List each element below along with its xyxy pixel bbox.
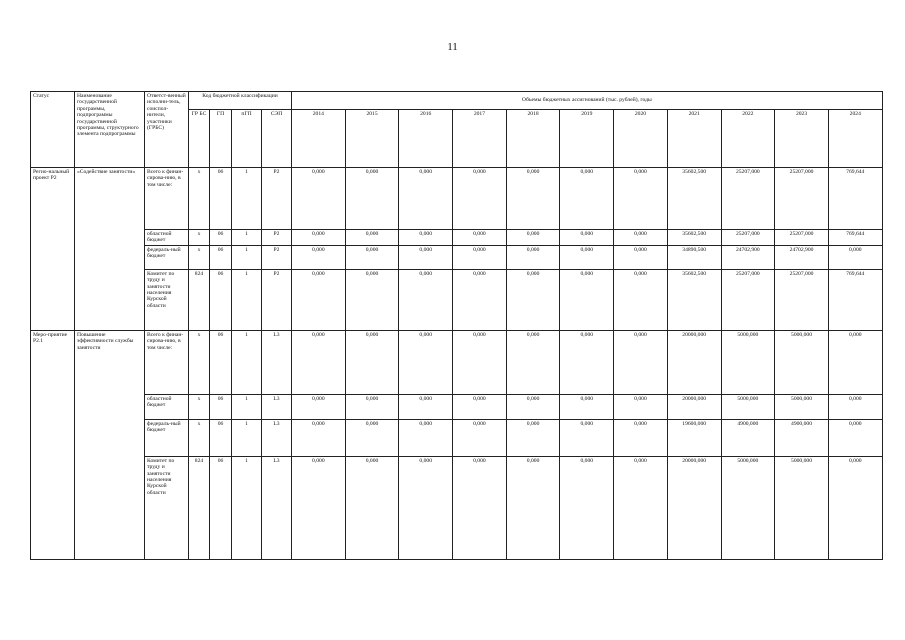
table-row (31, 269, 883, 330)
value-cell: 0,000 (345, 394, 399, 419)
value-cell: 0,000 (453, 456, 507, 559)
value-cell: 0,000 (560, 456, 614, 559)
value-cell: 769,644 (828, 269, 882, 330)
executor-cell: областной бюджет (145, 230, 189, 246)
value-cell: 0,000 (506, 230, 560, 246)
gp-cell: 06 (210, 245, 232, 269)
table-row (31, 245, 883, 269)
value-cell: 0,000 (828, 394, 882, 419)
status-cell: Меро-приятие Р2.1 (31, 330, 75, 559)
value-cell: 4900,000 (721, 419, 775, 456)
value-cell: 0,000 (453, 269, 507, 330)
value-cell: 0,000 (399, 330, 453, 394)
header-year: 2015 (345, 110, 399, 168)
value-cell: 0,000 (506, 168, 560, 230)
value-cell: 0,000 (399, 394, 453, 419)
header-grbs: ГР БС (189, 110, 210, 168)
sep-cell: L3 (262, 419, 292, 456)
header-year: 2023 (775, 110, 829, 168)
value-cell: 0,000 (506, 419, 560, 456)
value-cell: 0,000 (453, 230, 507, 246)
grbs-cell: 824 (189, 269, 210, 330)
gp-cell: 06 (210, 230, 232, 246)
value-cell: 0,000 (345, 456, 399, 559)
grbs-cell: х (189, 245, 210, 269)
value-cell: 0,000 (345, 230, 399, 246)
budget-table (30, 91, 883, 560)
header-status: Статус (31, 92, 75, 168)
value-cell: 0,000 (292, 230, 346, 246)
executor-cell: областной бюджет (145, 394, 189, 419)
header-year: 2022 (721, 110, 775, 168)
sep-cell: L3 (262, 394, 292, 419)
table-row (31, 168, 883, 230)
value-cell: 5000,000 (721, 394, 775, 419)
gp-cell: 06 (210, 394, 232, 419)
value-cell: 35602,500 (667, 230, 721, 246)
value-cell: 25207,000 (775, 168, 829, 230)
value-cell: 5000,000 (775, 394, 829, 419)
value-cell: 5000,000 (721, 330, 775, 394)
name-cell: Повышение эффективности службы занятости (75, 330, 145, 559)
value-cell: 25207,000 (721, 269, 775, 330)
value-cell: 0,000 (828, 419, 882, 456)
value-cell: 20000,000 (667, 330, 721, 394)
value-cell: 0,000 (560, 245, 614, 269)
value-cell: 0,000 (560, 419, 614, 456)
value-cell: 0,000 (828, 330, 882, 394)
sep-cell: Р2 (262, 269, 292, 330)
gp-cell: 06 (210, 419, 232, 456)
executor-cell: Комитет по труду и занятости населения Курской области (145, 269, 189, 330)
pgp-cell: 1 (232, 394, 262, 419)
header-year: 2019 (560, 110, 614, 168)
value-cell: 35602,500 (667, 168, 721, 230)
value-cell: 0,000 (614, 456, 668, 559)
value-cell: 0,000 (399, 456, 453, 559)
table-row (31, 230, 883, 246)
value-cell: 0,000 (506, 245, 560, 269)
value-cell: 0,000 (292, 456, 346, 559)
sep-cell: L3 (262, 456, 292, 559)
table-row (31, 456, 883, 559)
executor-cell: Всего к финан-сирова-нию, в том числе: (145, 168, 189, 230)
value-cell: 0,000 (399, 269, 453, 330)
gp-cell: 06 (210, 168, 232, 230)
header-volumes: Объемы бюджетных ассигнований (тыс. рублей), годы (292, 92, 883, 110)
value-cell: 0,000 (614, 419, 668, 456)
value-cell: 35602,500 (667, 269, 721, 330)
pgp-cell: 1 (232, 419, 262, 456)
value-cell: 0,000 (560, 330, 614, 394)
executor-cell: федераль-ный бюджет (145, 419, 189, 456)
value-cell: 0,000 (292, 394, 346, 419)
value-cell: 0,000 (506, 456, 560, 559)
header-year: 2021 (667, 110, 721, 168)
grbs-cell: х (189, 419, 210, 456)
value-cell: 0,000 (614, 245, 668, 269)
pgp-cell: 1 (232, 230, 262, 246)
value-cell: 25207,000 (775, 230, 829, 246)
value-cell: 34890,500 (667, 245, 721, 269)
executor-cell: Всего к финан-сирова-нию, в том числе: (145, 330, 189, 394)
value-cell: 0,000 (614, 394, 668, 419)
value-cell: 20000,000 (667, 456, 721, 559)
header-name: Наименование государственной программы, подпрограммы государственной программы, структурного элемента подпрограммы (75, 92, 145, 168)
value-cell: 4900,000 (775, 419, 829, 456)
value-cell: 0,000 (614, 269, 668, 330)
value-cell: 0,000 (345, 168, 399, 230)
gp-cell: 06 (210, 456, 232, 559)
value-cell: 0,000 (453, 168, 507, 230)
name-cell: «Содействие занятости» (75, 168, 145, 331)
value-cell: 769,644 (828, 168, 882, 230)
header-gp: ГП (210, 110, 232, 168)
value-cell: 0,000 (345, 269, 399, 330)
value-cell: 0,000 (560, 269, 614, 330)
header-year: 2014 (292, 110, 346, 168)
value-cell: 0,000 (345, 245, 399, 269)
value-cell: 0,000 (399, 168, 453, 230)
header-budget-code: Код бюджетной классификации (189, 92, 292, 110)
gp-cell: 06 (210, 269, 232, 330)
value-cell: 19600,000 (667, 419, 721, 456)
pgp-cell: 1 (232, 245, 262, 269)
value-cell: 0,000 (560, 168, 614, 230)
table-row (31, 330, 883, 394)
executor-cell: федераль-ный бюджет (145, 245, 189, 269)
header-sep: СЭП (262, 110, 292, 168)
sep-cell: Р2 (262, 245, 292, 269)
value-cell: 25207,000 (721, 230, 775, 246)
pgp-cell: 1 (232, 456, 262, 559)
value-cell: 0,000 (614, 230, 668, 246)
value-cell: 0,000 (453, 330, 507, 394)
value-cell: 0,000 (292, 168, 346, 230)
sep-cell: L3 (262, 330, 292, 394)
header-pgp: пГП (232, 110, 262, 168)
header-year: 2016 (399, 110, 453, 168)
grbs-cell: х (189, 168, 210, 230)
value-cell: 0,000 (453, 419, 507, 456)
header-row-top (31, 92, 883, 110)
value-cell: 24702,900 (775, 245, 829, 269)
value-cell: 0,000 (292, 330, 346, 394)
value-cell: 769,644 (828, 230, 882, 246)
grbs-cell: х (189, 230, 210, 246)
value-cell: 0,000 (560, 230, 614, 246)
status-cell: Регио-нальный проект Р2 (31, 168, 75, 331)
value-cell: 0,000 (399, 419, 453, 456)
executor-cell: Комитет по труду и занятости населения Курской области (145, 456, 189, 559)
value-cell: 0,000 (560, 394, 614, 419)
page-number: 11 (447, 41, 458, 53)
grbs-cell: х (189, 330, 210, 394)
value-cell: 0,000 (506, 330, 560, 394)
value-cell: 0,000 (292, 245, 346, 269)
header-year: 2018 (506, 110, 560, 168)
value-cell: 0,000 (292, 419, 346, 456)
header-executor: Ответст-венный исполни-тель, соиспол-нители, участники (ГРБС) (145, 92, 189, 168)
value-cell: 0,000 (453, 245, 507, 269)
pgp-cell: 1 (232, 168, 262, 230)
gp-cell: 06 (210, 330, 232, 394)
value-cell: 0,000 (345, 419, 399, 456)
pgp-cell: 1 (232, 269, 262, 330)
value-cell: 25207,000 (775, 269, 829, 330)
value-cell: 5000,000 (721, 456, 775, 559)
value-cell: 0,000 (506, 394, 560, 419)
value-cell: 0,000 (399, 245, 453, 269)
value-cell: 5000,000 (775, 330, 829, 394)
value-cell: 0,000 (399, 230, 453, 246)
sep-cell: Р2 (262, 168, 292, 230)
pgp-cell: 1 (232, 330, 262, 394)
value-cell: 25207,000 (721, 168, 775, 230)
value-cell: 0,000 (828, 245, 882, 269)
value-cell: 24702,900 (721, 245, 775, 269)
header-year: 2020 (614, 110, 668, 168)
value-cell: 0,000 (345, 330, 399, 394)
header-year: 2017 (453, 110, 507, 168)
sep-cell: Р2 (262, 230, 292, 246)
value-cell: 0,000 (614, 330, 668, 394)
header-year: 2024 (828, 110, 882, 168)
grbs-cell: х (189, 394, 210, 419)
value-cell: 0,000 (506, 269, 560, 330)
value-cell: 0,000 (292, 269, 346, 330)
value-cell: 0,000 (453, 394, 507, 419)
value-cell: 0,000 (614, 168, 668, 230)
value-cell: 5000,000 (775, 456, 829, 559)
value-cell: 20000,000 (667, 394, 721, 419)
table-row (31, 394, 883, 419)
value-cell: 0,000 (828, 456, 882, 559)
table-row (31, 419, 883, 456)
grbs-cell: 824 (189, 456, 210, 559)
